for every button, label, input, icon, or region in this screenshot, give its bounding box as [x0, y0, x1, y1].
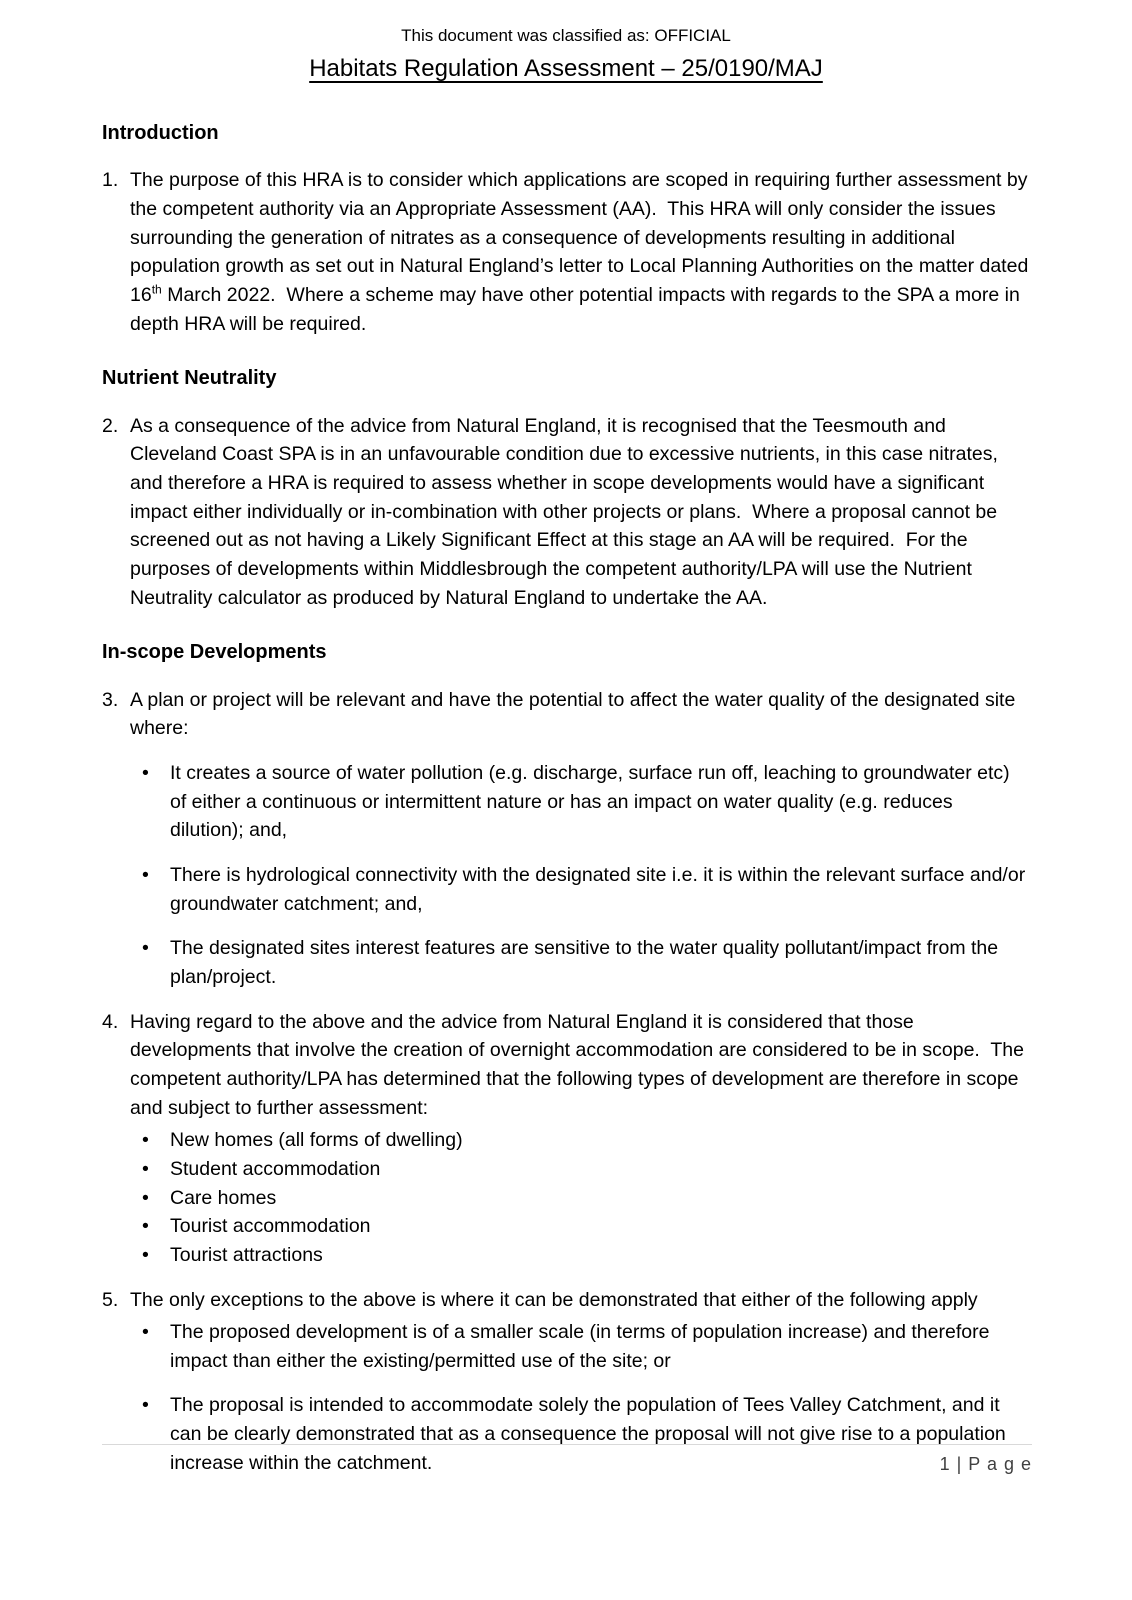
bullet-item	[102, 1126, 1030, 1155]
bullet-item	[102, 1241, 1030, 1270]
bullet-item	[102, 861, 1030, 918]
bullet-text: Student accommodation	[170, 1157, 381, 1180]
numbered-paragraph	[102, 1008, 1030, 1123]
bullet-text: Care homes	[170, 1186, 277, 1209]
section-heading: In-scope Developments	[102, 641, 327, 664]
paragraph-text: The purpose of this HRA is to consider which applications are scoped in requiring further assessment by the competent authority via an Appropriate Assessment (AA). This HRA will only consider the issues surrounding the generation of nitrates as a consequence of developments resulting in additional population growth as set out in Natural England’s letter to Local Planning Authorities on the matter dated 16th March 2022. Where a scheme may have other potential impacts with regards to the SPA a more in depth HRA will be required.	[130, 169, 1034, 335]
item-number: 1.	[102, 169, 119, 192]
numbered-paragraph	[102, 166, 1034, 338]
bullet-item	[102, 1155, 1030, 1184]
numbered-paragraph	[102, 1286, 1030, 1315]
footer-divider	[102, 1444, 1032, 1475]
bullet-icon: •	[142, 863, 149, 886]
bullet-icon: •	[142, 1157, 149, 1180]
section-heading: Nutrient Neutrality	[102, 367, 277, 390]
item-number: 4.	[102, 1010, 119, 1033]
paragraph-text: As a consequence of the advice from Natural England, it is recognised that the Teesmouth and Cleveland Coast SPA is in an unfavourable condition due to excessive nutrients, in this case nitrates, and therefore a HRA is required to assess whether in scope developments would have a significant impact either individually or in-combination with other projects or plans. Where a proposal cannot be screened out as not having a Likely Significant Effect at this stage an AA will be required. For the purposes of developments within Middlesbrough the competent authority/LPA will use the Nutrient Neutrality calculator as produced by Natural England to undertake the AA.	[130, 414, 1004, 609]
numbered-paragraph	[102, 686, 1030, 743]
bullet-icon: •	[142, 1215, 149, 1238]
page-number: 1 | P a g e	[939, 1454, 1032, 1474]
bullet-item	[102, 759, 1030, 845]
document-body	[0, 83, 1132, 1477]
item-number: 5.	[102, 1288, 119, 1311]
numbered-paragraph	[102, 412, 1030, 613]
bullet-icon: •	[142, 1129, 149, 1152]
bullet-text: The proposal is intended to accommodate solely the population of Tees Valley Catchment, and it can be clearly demonstrated that as a consequence the proposal will not give rise to a population increase within the catchment.	[170, 1394, 1012, 1474]
bullet-text: The designated sites interest features are sensitive to the water quality pollutant/impact from the plan/project.	[170, 937, 1004, 988]
section-heading: Introduction	[102, 122, 219, 144]
bullet-icon: •	[142, 1186, 149, 1209]
paragraph-text: A plan or project will be relevant and have the potential to affect the water quality of the designated site where:	[130, 688, 1021, 740]
document-title: Habitats Regulation Assessment – 25/0190/MAJ	[309, 55, 823, 82]
bullet-item	[102, 1318, 1030, 1375]
bullet-icon: •	[142, 1321, 149, 1344]
bullet-text: Tourist attractions	[170, 1243, 323, 1266]
bullet-text: New homes (all forms of dwelling)	[170, 1129, 463, 1152]
item-number: 2.	[102, 414, 119, 437]
bullet-icon: •	[142, 762, 149, 785]
classification-banner: This document was classified as: OFFICIAL	[401, 26, 731, 45]
bullet-text: The proposed development is of a smaller scale (in terms of population increase) and therefore impact than either the existing/permitted use of the site; or	[170, 1321, 995, 1372]
paragraph-text: The only exceptions to the above is where it can be demonstrated that either of the following apply	[130, 1288, 978, 1311]
item-number: 3.	[102, 688, 119, 711]
bullet-text: Tourist accommodation	[170, 1215, 371, 1238]
bullet-item	[102, 1184, 1030, 1213]
bullet-icon: •	[142, 1394, 149, 1417]
bullet-text: There is hydrological connectivity with the designated site i.e. it is within the relevant surface and/or groundwater catchment; and,	[170, 863, 1031, 915]
bullet-text: It creates a source of water pollution (e.g. discharge, surface run off, leaching to groundwater etc) of either a continuous or intermittent nature or has an impact on water quality (e.g. reduces dilution); and,	[170, 762, 1016, 842]
bullet-item	[102, 1212, 1030, 1241]
bullet-icon: •	[142, 1243, 149, 1266]
bullet-item	[102, 934, 1030, 991]
bullet-icon: •	[142, 937, 149, 960]
paragraph-text: Having regard to the above and the advice from Natural England it is considered that those developments that involve the creation of overnight accommodation are considered to be in scope. The competent authority/LPA has determined that the following types of development are therefore in scope and subject to further assessment:	[130, 1010, 1030, 1119]
